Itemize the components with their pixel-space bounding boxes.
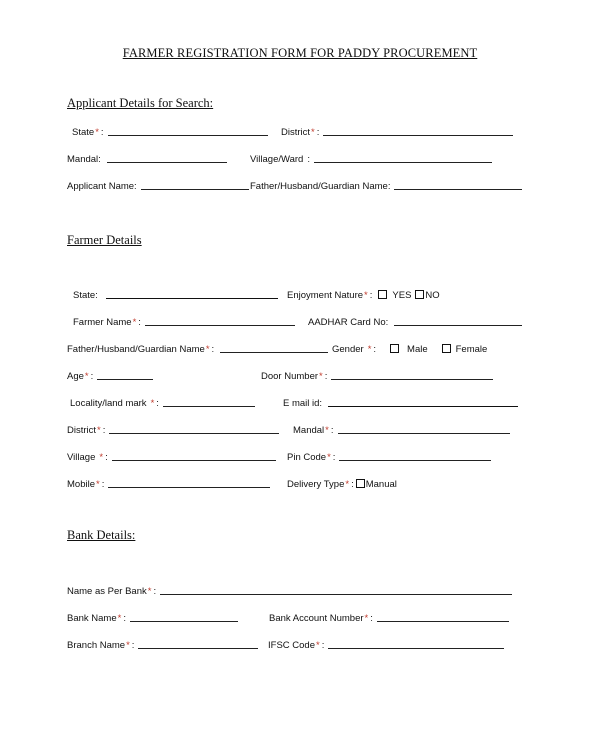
farmer-mandal-field[interactable] — [338, 433, 510, 434]
enjoyment-yes-option[interactable] — [378, 290, 411, 301]
no-label: NO — [425, 290, 440, 301]
required-marker: * — [205, 344, 210, 355]
farmer-locality-label: Locality/land mark — [70, 398, 147, 409]
farmer-pincode-label: Pin Code — [287, 452, 327, 463]
farmer-email-field[interactable] — [328, 406, 518, 407]
female-checkbox[interactable] — [442, 344, 451, 353]
farmer-guardian-row: Father/Husband/Guardian Name * : — [67, 341, 328, 355]
farmer-name-field[interactable] — [145, 325, 295, 326]
delivery-manual-option[interactable] — [356, 479, 397, 490]
required-marker: * — [95, 127, 99, 138]
farmer-aadhar-field[interactable] — [394, 325, 522, 326]
applicant-district-field[interactable] — [323, 135, 513, 136]
manual-checkbox[interactable] — [356, 479, 365, 488]
required-marker: * — [117, 613, 122, 624]
farmer-door-field[interactable] — [331, 379, 493, 380]
required-marker: * — [126, 640, 130, 651]
farmer-district-row: District * : — [67, 422, 279, 436]
applicant-village-row: Village/Ward : — [250, 151, 492, 165]
applicant-mandal-field[interactable] — [107, 162, 227, 163]
applicant-guardian-field[interactable] — [394, 189, 522, 190]
no-checkbox[interactable] — [415, 290, 424, 299]
male-checkbox[interactable] — [390, 344, 399, 353]
required-marker: * — [345, 479, 350, 490]
section-heading-applicant: Applicant Details for Search: — [67, 96, 214, 110]
farmer-locality-row: Locality/land mark * : — [70, 395, 255, 409]
required-marker: * — [316, 640, 320, 651]
farmer-state-row — [73, 287, 278, 301]
applicant-village-field[interactable] — [314, 162, 492, 163]
farmer-village-label: Village — [67, 452, 96, 463]
required-marker: * — [99, 452, 104, 463]
applicant-state-row: State * : — [72, 124, 268, 138]
required-marker: * — [132, 317, 137, 328]
branch-name-field[interactable] — [138, 648, 258, 649]
farmer-mobile-label: Mobile — [67, 479, 95, 490]
farmer-door-row: Door Number * : — [261, 368, 493, 382]
bank-account-label: Bank Account Number — [269, 613, 364, 624]
manual-label: Manual — [365, 479, 397, 490]
farmer-delivery-label: Delivery Type — [287, 479, 345, 490]
farmer-guardian-field[interactable] — [220, 352, 328, 353]
farmer-aadhar-row — [308, 314, 522, 328]
farmer-mandal-label: Mandal — [293, 425, 325, 436]
required-marker: * — [84, 371, 89, 382]
farmer-pincode-field[interactable] — [339, 460, 491, 461]
applicant-name-field[interactable] — [141, 189, 249, 190]
farmer-mobile-field[interactable] — [108, 487, 270, 488]
required-marker: * — [150, 398, 155, 409]
farmer-state-field[interactable] — [106, 298, 278, 299]
branch-name-label: Branch Name — [67, 640, 126, 651]
bank-name-per-bank-row: Name as Per Bank * : — [67, 583, 512, 597]
required-marker: * — [367, 344, 372, 355]
farmer-gender-label: Gender — [332, 344, 364, 355]
farmer-gender-row: Gender * : Male Female — [332, 344, 488, 355]
farmer-district-field[interactable] — [109, 433, 279, 434]
required-marker: * — [364, 613, 369, 624]
applicant-district-label: District — [281, 127, 311, 138]
yes-checkbox[interactable] — [378, 290, 387, 299]
farmer-enjoyment-label: Enjoyment Nature — [287, 290, 364, 301]
bank-name-row: Bank Name * : — [67, 610, 238, 624]
bank-account-field[interactable] — [377, 621, 509, 622]
applicant-state-field[interactable] — [108, 135, 268, 136]
enjoyment-no-option[interactable] — [415, 290, 439, 301]
yes-label: YES — [392, 290, 412, 301]
farmer-email-label: E mail id: — [283, 398, 323, 409]
farmer-age-row: Age * : — [67, 368, 153, 382]
farmer-mobile-row: Mobile * : — [67, 476, 270, 490]
farmer-delivery-row: Delivery Type * : Manual — [287, 479, 397, 490]
name-per-bank-field[interactable] — [160, 594, 512, 595]
ifsc-code-field[interactable] — [328, 648, 504, 649]
applicant-guardian-label: Father/Husband/Guardian Name: — [250, 181, 391, 192]
farmer-mandal-row: Mandal * : — [293, 422, 510, 436]
section-heading-farmer: Farmer Details — [67, 233, 142, 247]
applicant-mandal-row — [67, 151, 227, 165]
applicant-district-row: District * : — [281, 124, 513, 138]
farmer-name-label: Farmer Name — [73, 317, 132, 328]
bank-ifsc-row: IFSC Code * : — [268, 637, 504, 651]
required-marker: * — [147, 586, 152, 597]
farmer-locality-field[interactable] — [163, 406, 255, 407]
farmer-state-label: State: — [73, 290, 98, 301]
bank-branch-row: Branch Name * : — [67, 637, 258, 651]
applicant-name-label: Applicant Name: — [67, 181, 137, 192]
farmer-enjoyment-row: Enjoyment Nature * : YES NO — [287, 290, 440, 301]
farmer-village-row: Village * : — [67, 449, 276, 463]
farmer-email-row — [283, 395, 518, 409]
farmer-village-field[interactable] — [112, 460, 276, 461]
required-marker: * — [325, 425, 329, 436]
farmer-aadhar-label: AADHAR Card No: — [308, 317, 389, 328]
bank-account-row: Bank Account Number * : — [269, 610, 509, 624]
farmer-age-field[interactable] — [97, 379, 153, 380]
applicant-name-row — [67, 178, 249, 192]
required-marker: * — [97, 425, 101, 436]
farmer-district-label: District — [67, 425, 97, 436]
required-marker: * — [364, 290, 368, 301]
male-label: Male — [407, 344, 428, 355]
required-marker: * — [96, 479, 100, 490]
bank-name-field[interactable] — [130, 621, 238, 622]
applicant-guardian-row — [250, 178, 522, 192]
applicant-mandal-label: Mandal: — [67, 154, 101, 165]
required-marker: * — [311, 127, 315, 138]
applicant-village-label: Village/Ward — [250, 154, 304, 165]
ifsc-code-label: IFSC Code — [268, 640, 315, 651]
farmer-door-label: Door Number — [261, 371, 319, 382]
female-label: Female — [455, 344, 488, 355]
required-marker: * — [327, 452, 331, 463]
gender-female-option[interactable] — [442, 344, 488, 355]
required-marker: * — [319, 371, 323, 382]
bank-name-label: Bank Name — [67, 613, 117, 624]
form-title: FARMER REGISTRATION FORM FOR PADDY PROCUREMENT — [122, 46, 478, 60]
section-heading-bank: Bank Details: — [67, 528, 136, 542]
name-per-bank-label: Name as Per Bank — [67, 586, 147, 597]
gender-male-option[interactable] — [390, 344, 428, 355]
farmer-name-row: Farmer Name * : — [73, 314, 295, 328]
applicant-state-label: State — [72, 127, 95, 138]
farmer-pincode-row: Pin Code * : — [287, 449, 491, 463]
farmer-age-label: Age — [67, 371, 84, 382]
farmer-guardian-label: Father/Husband/Guardian Name — [67, 344, 205, 355]
